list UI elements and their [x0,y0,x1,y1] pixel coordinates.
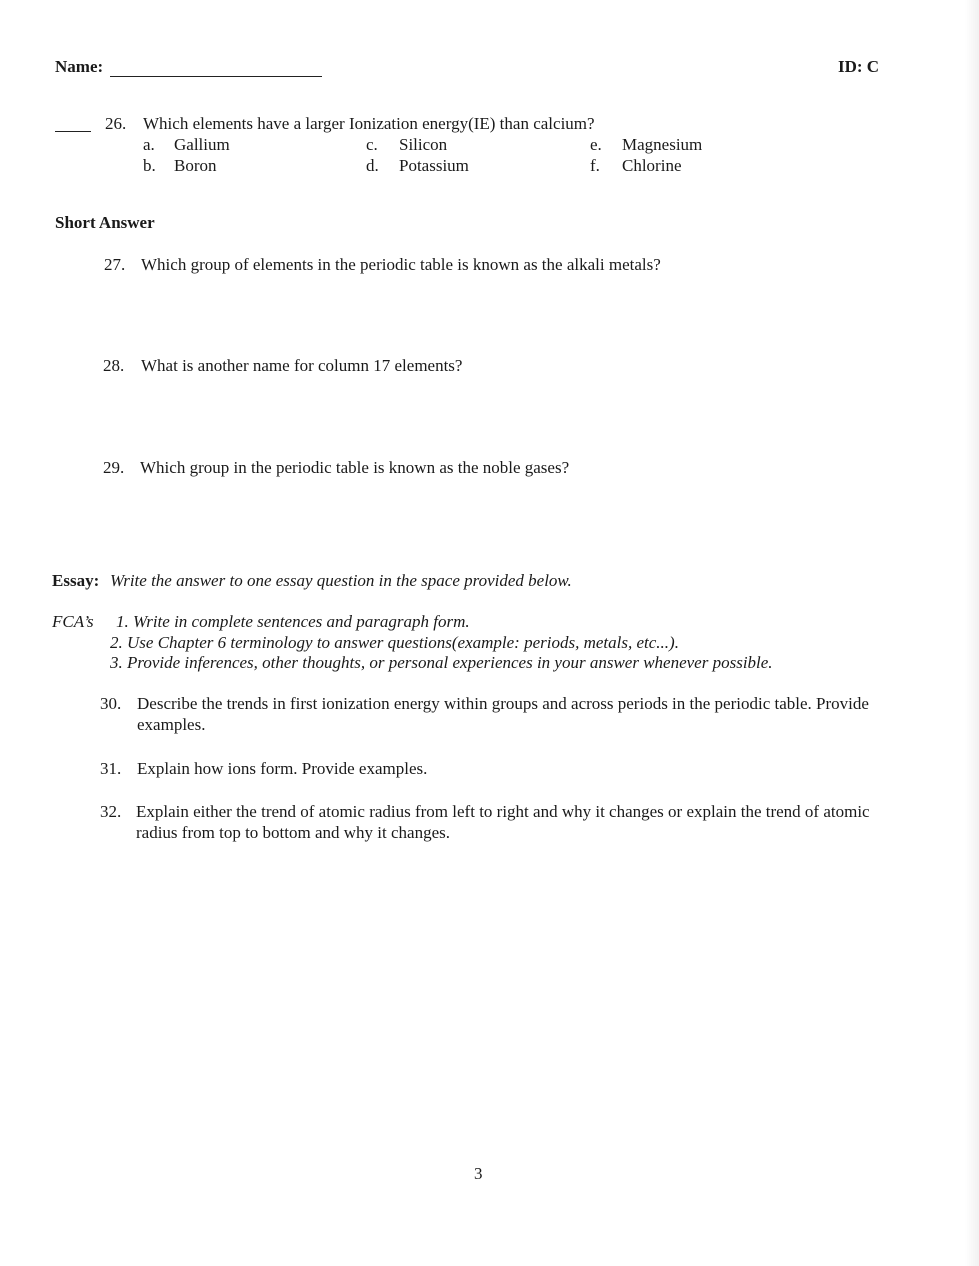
name-field-line[interactable] [110,76,322,77]
question-text: Which group in the periodic table is known as the noble gases? [140,458,570,477]
choice-text: Potassium [399,156,469,175]
question-text: Which group of elements in the periodic table is known as the alkali metals? [141,255,661,274]
page-number: 3 [474,1164,483,1183]
fca-item-2: 2. Use Chapter 6 terminology to answer questions(example: periods, metals, etc...). [110,633,679,652]
choice-text: Gallium [174,135,230,154]
choice-letter: b. [143,156,156,175]
question-text-line-2: examples. [137,715,206,734]
choice-letter: f. [590,156,600,175]
question-number: 31. [100,759,122,778]
choice-text: Magnesium [622,135,703,154]
question-text-line-2: radius from top to bottom and why it changes. [136,823,450,842]
essay-instruction: Write the answer to one essay question in the space provided below. [110,571,572,590]
id-label: ID: C [838,57,880,76]
section-heading-essay: Essay: [52,571,100,590]
choice-letter: a. [143,135,155,154]
question-number: 30. [100,694,122,713]
question-number: 32. [100,802,122,821]
question-number-26: 26. [105,114,127,133]
question-text-line-1: Describe the trends in first ionization energy within groups and across periods in the periodic table. Provide [137,694,869,713]
question-text: What is another name for column 17 elements? [141,356,463,375]
name-label: Name: [55,57,104,76]
choice-text: Silicon [399,135,448,154]
question-text-line-1: Explain how ions form. Provide examples. [137,759,428,778]
fca-label: FCA’s [52,612,94,631]
question-number: 27. [104,255,126,274]
choice-letter: e. [590,135,602,154]
choice-text: Boron [174,156,217,175]
question-number: 29. [103,458,125,477]
choice-letter: d. [366,156,379,175]
question-number: 28. [103,356,125,375]
section-heading-short-answer: Short Answer [55,213,155,232]
question-text-line-1: Explain either the trend of atomic radius from left to right and why it changes or explain the trend of atomic [136,802,870,821]
answer-blank-26[interactable] [55,131,91,132]
fca-item-3: 3. Provide inferences, other thoughts, or personal experiences in your answer whenever possible. [110,653,773,672]
fca-item-1: 1. Write in complete sentences and paragraph form. [116,612,470,631]
question-text-26: Which elements have a larger Ionization energy(IE) than calcium? [143,114,595,133]
choice-text: Chlorine [622,156,682,175]
page-edge-shadow [965,0,979,1266]
choice-letter: c. [366,135,378,154]
